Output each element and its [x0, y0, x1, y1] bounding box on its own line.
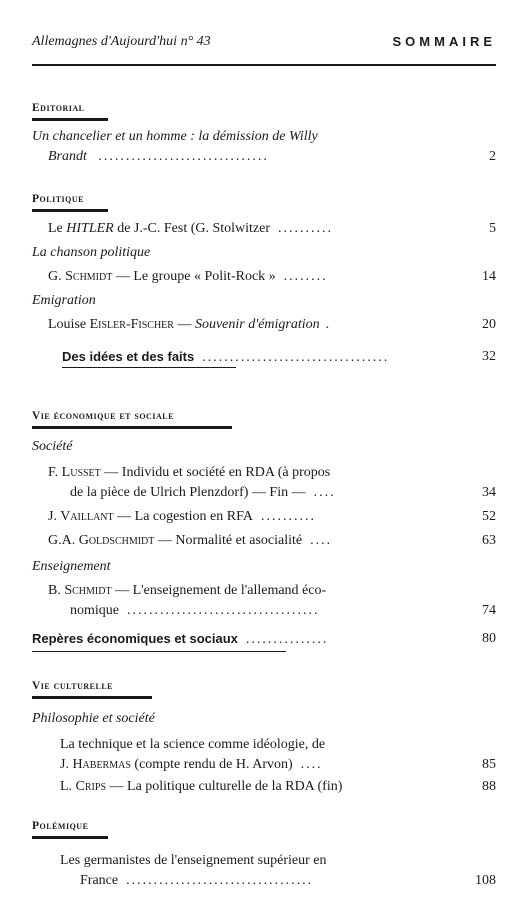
leader-dots: .... — [313, 485, 336, 500]
leader-dots: .... — [310, 533, 333, 548]
sommaire-heading: SOMMAIRE — [392, 34, 496, 49]
entry-text: de J.-C. Fest (G. Stolwitzer — [113, 221, 271, 236]
leader-dots: ................................... — [127, 603, 320, 618]
entry-line — [48, 532, 332, 550]
entry-text: — L'enseignement de l'allemand éco- — [111, 583, 327, 598]
section-vie-culturelle: Vie culturelle — [32, 680, 114, 692]
entry-author: B. Schmidt — [48, 583, 112, 598]
entry-author: J. Habermas — [60, 757, 131, 772]
underline-rule — [62, 367, 236, 368]
entry-line — [60, 756, 323, 774]
section-rule — [32, 209, 108, 212]
entry-line — [32, 630, 328, 649]
entry-author: L. Crips — [60, 779, 107, 794]
section-editorial: Editorial — [32, 102, 85, 114]
entry-text: — — [173, 317, 195, 332]
entry-line — [48, 464, 330, 482]
subsection-title: Philosophie et société — [32, 711, 155, 726]
entry-text: La technique et la science comme idéologie, de — [60, 737, 326, 752]
entry-line — [48, 220, 333, 238]
leader-dots: .... — [300, 757, 323, 772]
entry-line — [48, 316, 331, 334]
entry-text: Un chancelier et un homme : la démission de Willy — [32, 129, 318, 144]
page-number: 5 — [489, 221, 496, 236]
entry-line — [70, 602, 320, 620]
entry-author: G.A. Goldschmidt — [48, 533, 155, 548]
subsection-title: La chanson politique — [32, 245, 151, 260]
entry-text: France — [80, 873, 119, 888]
journal-title: Allemagnes d'Aujourd'hui n° 43 — [32, 34, 211, 49]
entry-text: Des idées et des faits — [62, 349, 195, 364]
entry-title: HITLER — [66, 221, 114, 236]
entry-line — [48, 148, 269, 166]
table-of-contents — [32, 34, 496, 888]
leader-dots: .......... — [260, 509, 316, 524]
leader-dots: ............... — [245, 632, 329, 647]
page-number: 52 — [482, 509, 496, 524]
header-rule — [32, 64, 496, 66]
entry-text: Repères économiques et sociaux — [32, 631, 238, 646]
page-number: 14 — [482, 269, 496, 284]
entry-text: Brandt — [48, 149, 87, 164]
page-number: 34 — [482, 485, 496, 500]
entry-line — [80, 872, 313, 890]
page-number: 2 — [489, 149, 496, 164]
section-polemique: Polémique — [32, 820, 89, 832]
page-number: 20 — [482, 317, 496, 332]
entry-text: nomique — [70, 603, 119, 618]
leader-dots: .................................. — [202, 350, 390, 365]
entry-line — [62, 348, 389, 367]
entry-text: — Normalité et asocialité — [154, 533, 303, 548]
entry-author: Louise — [48, 317, 90, 332]
entry-text: — Individu et société en RDA (à propos — [100, 465, 331, 480]
subsection-title: Emigration — [32, 293, 96, 308]
page-header — [32, 34, 496, 56]
entry-text: Le — [48, 221, 67, 236]
section-rule — [32, 836, 108, 839]
page-number: 63 — [482, 533, 496, 548]
subsection-title: Enseignement — [32, 559, 111, 574]
entry-line — [48, 582, 326, 600]
entry-author: F. Lusset — [48, 465, 101, 480]
leader-dots: .......... — [278, 221, 334, 236]
entry-author: J. Vaillant — [48, 509, 114, 524]
entry-author: Eisler-Fischer — [89, 317, 174, 332]
section-rule — [32, 426, 232, 429]
entry-line — [48, 268, 328, 286]
section-rule — [32, 696, 152, 699]
page-number: 88 — [482, 779, 496, 794]
leader-dots: .................................. — [126, 873, 314, 888]
subsection-title: Société — [32, 439, 73, 454]
entry-title: Souvenir d'émigration — [194, 317, 320, 332]
entry-line — [48, 508, 316, 526]
page-number: 32 — [482, 349, 496, 364]
entry-text: — La cogestion en RFA — [113, 509, 253, 524]
divider-rule — [32, 651, 286, 652]
entry-line — [60, 778, 342, 796]
entry-text: (compte rendu de H. Arvon) — [130, 757, 293, 772]
page-number: 108 — [475, 873, 496, 888]
leader-dots: . — [325, 317, 332, 332]
entry-line — [70, 484, 336, 502]
section-politique: Politique — [32, 193, 84, 205]
entry-text: — La politique culturelle de la RDA (fin) — [106, 779, 343, 794]
page-number: 80 — [482, 631, 496, 646]
leader-dots: ............................... — [98, 149, 269, 164]
page-number: 74 — [482, 603, 496, 618]
entry-text: de la pièce de Ulrich Plenzdorf) — Fin — — [70, 485, 306, 500]
section-rule — [32, 118, 108, 121]
page-number: 85 — [482, 757, 496, 772]
entry-text: — Le groupe « Polit-Rock » — [112, 269, 276, 284]
entry-author: G. Schmidt — [48, 269, 113, 284]
section-vie-economique: Vie économique et sociale — [32, 410, 174, 422]
entry-text: Les germanistes de l'enseignement supérieur en — [60, 853, 327, 868]
leader-dots: ........ — [283, 269, 328, 284]
